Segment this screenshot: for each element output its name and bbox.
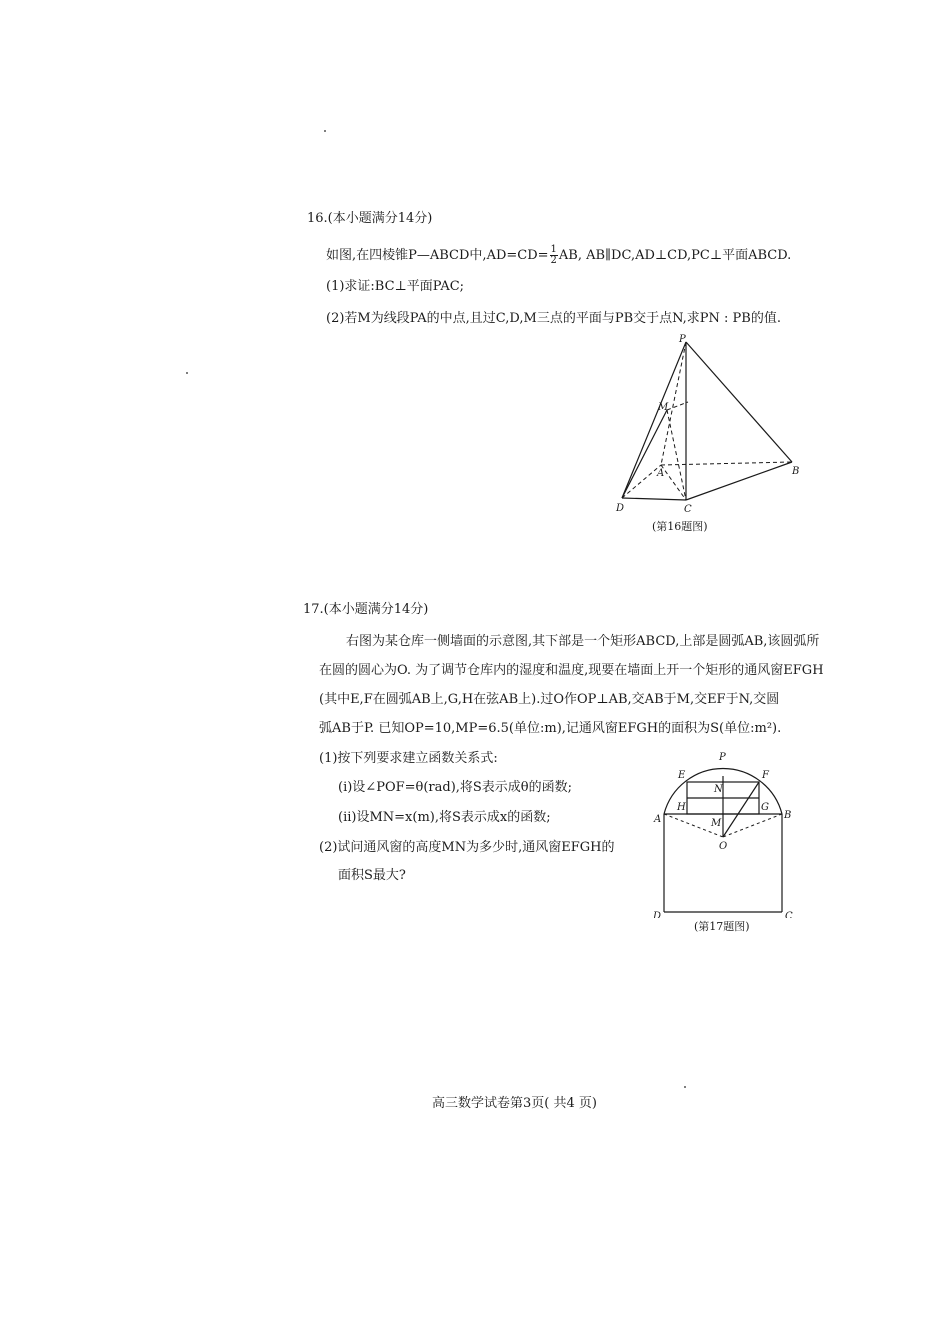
label-P: P <box>679 334 686 345</box>
edge-PD <box>622 342 686 498</box>
q16-stem-start: 如图,在四棱锥P—ABCD中,AD=CD= <box>326 248 549 263</box>
q16-title: 16.(本小题满分14分) <box>307 211 433 226</box>
q16-stem-end: AB, AB∥DC,AD⊥CD,PC⊥平面ABCD. <box>558 248 792 263</box>
edge-MC-hidden <box>667 410 686 500</box>
q16-part1: (1)求证:BC⊥平面PAC; <box>326 279 465 294</box>
label-D: D <box>653 911 662 918</box>
label-M: M <box>658 402 669 413</box>
edge-PB <box>686 342 792 462</box>
label-N: N <box>714 784 723 795</box>
label-C: C <box>785 911 793 918</box>
label-M: M <box>711 818 722 829</box>
label-D: D <box>616 503 625 514</box>
q16-figure-caption: (第16题图) <box>652 520 708 533</box>
scan-speck <box>186 372 188 374</box>
label-E: E <box>678 770 686 781</box>
fraction-one-half: $\frac{1}{2}$ <box>550 244 557 266</box>
edge-AB-hidden <box>661 462 792 465</box>
label-O: O <box>719 841 728 852</box>
label-B: B <box>784 810 792 821</box>
q16-pyramid-figure <box>600 330 820 515</box>
label-C: C <box>684 504 692 515</box>
q17-part1: (1)按下列要求建立函数关系式: <box>319 751 498 766</box>
label-G: G <box>761 802 769 813</box>
page-footer: 高三数学试卷第3页( 共4 页) <box>432 1096 597 1111</box>
label-F: F <box>762 770 769 781</box>
q17-part1-i: (i)设∠POF=θ(rad),将S表示成θ的函数; <box>338 780 573 795</box>
radius-OF <box>723 782 759 837</box>
radius-OB <box>723 814 782 837</box>
label-A: A <box>654 814 662 825</box>
label-P: P <box>719 752 726 763</box>
q17-warehouse-figure <box>648 748 798 918</box>
q17-part2-line2: 面积S最大? <box>338 868 406 883</box>
label-A: A <box>657 468 665 479</box>
q17-title: 17.(本小题满分14分) <box>303 602 429 617</box>
label-H: H <box>677 802 686 813</box>
q16-stem <box>326 244 791 266</box>
edge-DC <box>622 498 686 500</box>
q17-figure-caption: (第17题图) <box>694 920 750 933</box>
scan-speck <box>324 130 326 132</box>
edge-MN-hidden <box>667 402 688 410</box>
q17-line1: 右图为某仓库一侧墙面的示意图,其下部是一个矩形ABCD,上部是圆弧AB,该圆弧所 <box>346 634 820 649</box>
q17-part1-ii: (ii)设MN=x(m),将S表示成x的函数; <box>338 810 551 825</box>
edge-CB <box>686 462 792 500</box>
edge-DM <box>622 410 667 498</box>
q17-line3: (其中E,F在圆弧AB上,G,H在弦AB上).过O作OP⊥AB,交AB于M,交EF于N,交圆 <box>319 692 780 707</box>
q16-part2: (2)若M为线段PA的中点,且过C,D,M三点的平面与PB交于点N,求PN : PB的值. <box>326 311 781 326</box>
edge-DA-hidden <box>622 465 661 498</box>
q17-part2-line1: (2)试问通风窗的高度MN为多少时,通风窗EFGH的 <box>319 840 615 855</box>
q17-line2: 在圆的圆心为O. 为了调节仓库内的湿度和温度,现要在墙面上开一个矩形的通风窗EFGH <box>319 663 824 678</box>
edge-AC-hidden <box>661 465 686 500</box>
q17-line4: 弧AB于P. 已知OP=10,MP=6.5(单位:m),记通风窗EFGH的面积为S(单位:m²). <box>319 721 782 736</box>
label-B: B <box>792 466 800 477</box>
scan-speck <box>684 1086 686 1088</box>
